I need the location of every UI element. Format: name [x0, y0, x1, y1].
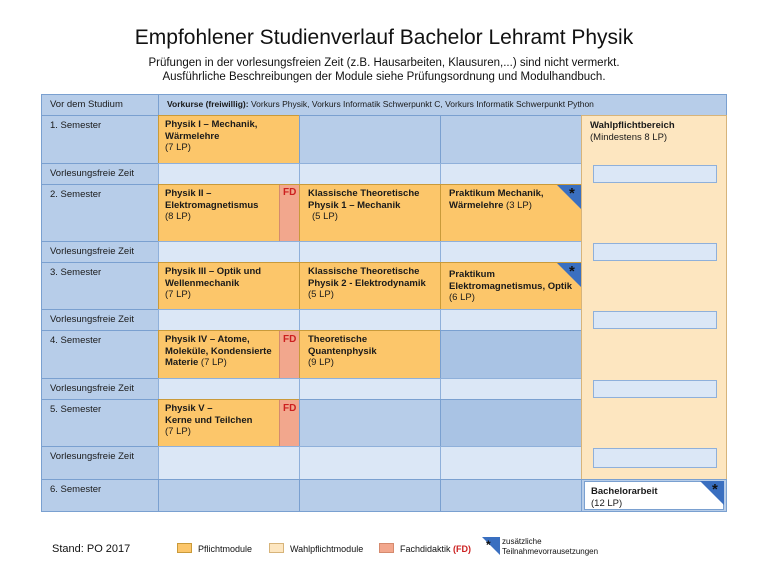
empty-cell [440, 479, 582, 512]
row-label-semester-5: 5. Semester [41, 399, 159, 447]
stand-label: Stand: PO 2017 [52, 543, 131, 555]
wahlpflicht-vorlesungsfreie-zeit [593, 311, 717, 329]
row-label-semester-2: 2. Semester [41, 184, 159, 242]
vorkurse-text: Vorkurs Physik, Vorkurs Informatik Schwerpunkt C, Vorkurs Informatik Schwerpunkt Python [250, 99, 594, 109]
row-label-semester-3: 3. Semester [41, 262, 159, 310]
legend-swatch-fachdidaktik [379, 543, 394, 553]
legend-label-teilnahme: zusätzliche Teilnahmevorrausetzungen [502, 537, 599, 556]
row-label-vorlesungsfreie-zeit-5: Vorlesungsfreie Zeit [41, 446, 159, 480]
empty-cell [158, 479, 300, 512]
vorlesungsfreie-zeit-cell [299, 163, 441, 185]
module-praktikum-elektromagnetismus-optik: Praktikum Elektromagnetismus, Optik (6 LP) [440, 262, 582, 310]
vorkurse-label: Vorkurse (freiwillig): [167, 99, 249, 109]
module-physik-2: Physik II – Elektromagnetismus (8 LP) [158, 184, 300, 242]
module-klassische-theoretische-physik-1: Klassische Theoretische Physik 1 – Mechanik (5 LP) [299, 184, 441, 242]
empty-cell [299, 399, 441, 447]
vorkurse-cell [158, 94, 727, 116]
vorlesungsfreie-zeit-cell [440, 378, 582, 400]
module-theoretische-quantenphysik: Theoretische Quantenphysik (9 LP) [299, 330, 441, 379]
row-label-vor-dem-studium: Vor dem Studium [41, 94, 159, 116]
empty-cell [440, 330, 582, 379]
vorlesungsfreie-zeit-cell [440, 241, 582, 263]
legend-label-wahlpflicht: Wahlpflichtmodule [290, 544, 364, 554]
vorlesungsfreie-zeit-cell [158, 446, 300, 480]
legend-label-pflicht: Pflichtmodule [198, 544, 253, 554]
module-praktikum-mechanik-waermelehre: Praktikum Mechanik, Wärmelehre (3 LP) [440, 184, 582, 242]
bachelorarbeit: Bachelorarbeit (12 LP) [584, 481, 724, 510]
legend-swatch-wahlpflicht [269, 543, 284, 553]
subtitle-line-2: Ausführliche Beschreibungen der Module siehe Prüfungsordnung und Modulhandbuch. [162, 71, 606, 83]
row-label-semester-4: 4. Semester [41, 330, 159, 379]
module-physik-5: Physik V – Kerne und Teilchen (7 LP) [158, 399, 300, 447]
vorlesungsfreie-zeit-cell [440, 309, 582, 331]
vorlesungsfreie-zeit-cell [299, 241, 441, 263]
empty-cell [440, 399, 582, 447]
vorlesungsfreie-zeit-cell [299, 309, 441, 331]
wahlpflichtbereich: Wahlpflichtbereich (Mindestens 8 LP) [581, 115, 727, 480]
vorlesungsfreie-zeit-cell [299, 378, 441, 400]
legend-swatch-pflicht [177, 543, 192, 553]
vorlesungsfreie-zeit-cell [158, 163, 300, 185]
row-label-vorlesungsfreie-zeit-1: Vorlesungsfreie Zeit [41, 163, 159, 185]
wahlpflicht-vorlesungsfreie-zeit [593, 380, 717, 398]
vorlesungsfreie-zeit-cell [158, 378, 300, 400]
row-label-semester-1: 1. Semester [41, 115, 159, 164]
row-label-semester-6: 6. Semester [41, 479, 159, 512]
row-label-vorlesungsfreie-zeit-4: Vorlesungsfreie Zeit [41, 378, 159, 400]
empty-cell [299, 115, 441, 164]
legend-star-icon: * [486, 538, 491, 552]
vorlesungsfreie-zeit-cell [158, 241, 300, 263]
fd-label: FD [283, 187, 297, 198]
fd-label: FD [283, 334, 297, 345]
vorlesungsfreie-zeit-cell [158, 309, 300, 331]
subtitle-line-1: Prüfungen in der vorlesungsfreien Zeit (z.B. Hausarbeiten, Klausuren,...) sind nicht vermerkt. [148, 57, 620, 69]
vorlesungsfreie-zeit-cell [440, 163, 582, 185]
legend-label-fachdidaktik: Fachdidaktik (FD) [400, 544, 472, 554]
wahlpflicht-vorlesungsfreie-zeit [593, 448, 717, 468]
page-title: Empfohlener Studienverlauf Bachelor Lehramt Physik [134, 26, 634, 49]
wahlpflicht-vorlesungsfreie-zeit [593, 243, 717, 261]
row-label-vorlesungsfreie-zeit-2: Vorlesungsfreie Zeit [41, 241, 159, 263]
teilnahmevoraussetzung-star-icon: * [569, 185, 575, 202]
empty-cell [440, 115, 582, 164]
module-physik-3: Physik III – Optik und Wellenmechanik (7 LP) [158, 262, 300, 310]
vorlesungsfreie-zeit-cell [299, 446, 441, 480]
row-label-vorlesungsfreie-zeit-3: Vorlesungsfreie Zeit [41, 309, 159, 331]
module-physik-1: Physik I – Mechanik, Wärmelehre (7 LP) [158, 115, 300, 164]
page-subtitle [0, 56, 768, 84]
module-physik-4: Physik IV – Atome, Moleküle, Kondensierte Materie (7 LP) [158, 330, 300, 379]
wahlpflicht-vorlesungsfreie-zeit [593, 165, 717, 183]
fd-label: FD [283, 403, 297, 414]
teilnahmevoraussetzung-star-icon: * [712, 481, 718, 498]
empty-cell [299, 479, 441, 512]
vorlesungsfreie-zeit-cell [440, 446, 582, 480]
teilnahmevoraussetzung-star-icon: * [569, 263, 575, 280]
legend-teilnahme-marker [482, 537, 500, 555]
module-klassische-theoretische-physik-2: Klassische Theoretische Physik 2 - Elektrodynamik (5 LP) [299, 262, 441, 310]
